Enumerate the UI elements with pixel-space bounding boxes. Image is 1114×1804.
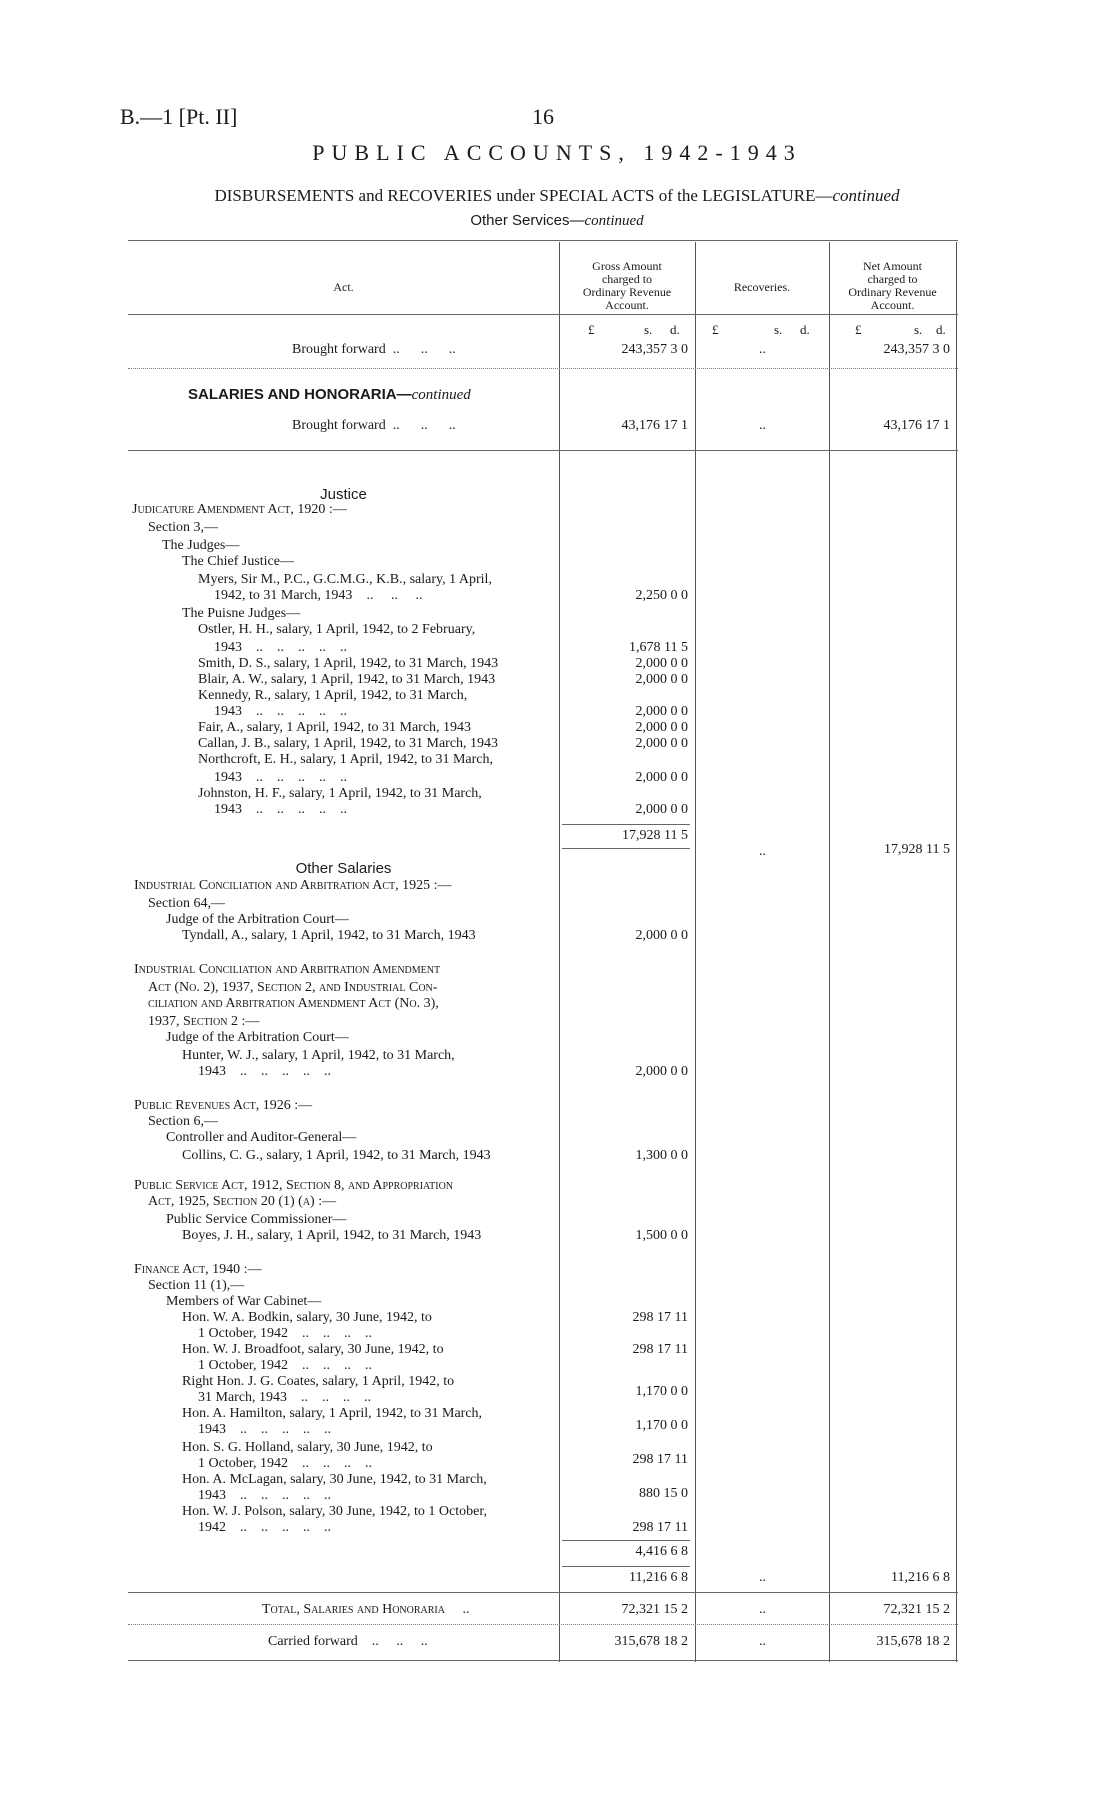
brought-forward-gross: 243,357 3 0	[621, 342, 688, 357]
currency-shilling: s.	[644, 322, 653, 337]
mclagan-year: 1943	[198, 1488, 226, 1503]
kennedy-line: Kennedy, R., salary, 1 April, 1942, to 31 March,	[198, 688, 468, 703]
war-cabinet-total: 4,416 6 8	[635, 1544, 688, 1559]
callan-amount: 2,000 0 0	[635, 736, 688, 751]
carried-forward-recoveries: ..	[759, 1634, 766, 1649]
puisne-label: The Puisne Judges—	[182, 606, 301, 621]
myers-amount: 2,250 0 0	[635, 588, 688, 603]
currency-shilling: s.	[914, 322, 923, 337]
smith-amount: 2,000 0 0	[635, 656, 688, 671]
hunter-line: Hunter, W. J., salary, 1 April, 1942, to 31 March,	[182, 1048, 455, 1063]
mclagan-amount: 880 15 0	[639, 1486, 688, 1501]
mclagan-line: Hon. A. McLagan, salary, 30 June, 1942, to 31 March,	[182, 1472, 487, 1487]
kennedy-line: 1943 .. .. .. .. ..	[214, 704, 347, 719]
psa-act: Act, 1925, Section 20 (1) (a) :—	[148, 1194, 337, 1209]
subtitle-continued: continued	[832, 186, 900, 205]
broadfoot-date: 1 October, 1942	[198, 1358, 289, 1373]
broadfoot-line: Hon. W. J. Broadfoot, salary, 30 June, 1942, to	[182, 1342, 444, 1357]
brought-forward-2-gross: 43,176 17 1	[621, 418, 688, 433]
holland-amount: 298 17 11	[632, 1452, 688, 1467]
kennedy-amount: 2,000 0 0	[635, 704, 688, 719]
currency-shilling: s.	[774, 322, 783, 337]
bodkin-amount: 298 17 11	[632, 1310, 688, 1325]
icaa-act: ciliation and Arbitration Amendment Act (No. 3),	[148, 996, 439, 1011]
page-subtitle	[0, 186, 1114, 206]
justice-subtotal: 17,928 11 5	[622, 828, 688, 843]
other-salaries-heading: Other Salaries	[295, 860, 392, 877]
tyndall-line: Tyndall, A., salary, 1 April, 1942, to 31 March, 1943	[182, 928, 476, 943]
judicature-act: Judicature Amendment Act, 1920 :—	[132, 502, 347, 517]
carried-forward-label: Carried forward .. .. ..	[268, 1634, 428, 1649]
polson-amount: 298 17 11	[632, 1520, 688, 1535]
bodkin-line: Hon. W. A. Bodkin, salary, 30 June, 1942, to	[182, 1310, 432, 1325]
total-salaries-text: Total, Salaries and Honoraria	[262, 1602, 445, 1617]
brought-forward-recoveries: ..	[759, 342, 766, 357]
holland-date: 1 October, 1942	[198, 1456, 289, 1471]
page-number: 16	[532, 104, 554, 129]
hunter-year: 1943	[198, 1064, 226, 1079]
boyes-line: Boyes, J. H., salary, 1 April, 1942, to 31 March, 1943	[182, 1228, 482, 1243]
finance-act: Finance Act, 1940 :—	[134, 1262, 262, 1277]
salaries-heading-continued: continued	[411, 387, 471, 403]
carried-forward-text: Carried forward	[268, 1634, 358, 1649]
section-break-rule	[128, 450, 958, 451]
polson-line: 1942 .. .. .. .. ..	[198, 1520, 331, 1535]
hamilton-amount: 1,170 0 0	[635, 1418, 688, 1433]
war-cabinet-sum-rule	[562, 1540, 690, 1541]
kennedy-year: 1943	[214, 704, 242, 719]
ostler-amount: 1,678 11 5	[629, 640, 688, 655]
brought-forward-2-label: Brought forward .. .. ..	[292, 418, 456, 433]
coates-date: 31 March, 1943	[198, 1390, 288, 1405]
polson-year: 1942	[198, 1520, 226, 1535]
holland-line: Hon. S. G. Holland, salary, 30 June, 1942, to	[182, 1440, 433, 1455]
col-head-net-line: Net Amount	[863, 259, 922, 273]
col-rule-3	[829, 242, 830, 1662]
blair-line: Blair, A. W., salary, 1 April, 1942, to 31 March, 1943	[198, 672, 496, 687]
johnston-line: 1943 .. .. .. .. ..	[214, 802, 347, 817]
collins-amount: 1,300 0 0	[635, 1148, 688, 1163]
judicature-section: Section 3,—	[148, 520, 218, 535]
carried-forward-net: 315,678 18 2	[876, 1634, 950, 1649]
finance-section: Section 11 (1),—	[148, 1278, 245, 1293]
total-salaries-recoveries: ..	[759, 1602, 766, 1617]
ica-section: Section 64,—	[148, 896, 225, 911]
ostler-line: 1943 .. .. .. .. ..	[214, 640, 347, 655]
col-head-act: Act.	[333, 280, 354, 294]
icaa-act: Industrial Conciliation and Arbitration Amendment	[134, 962, 441, 977]
northcroft-year: 1943	[214, 770, 242, 785]
section-title	[0, 212, 1114, 230]
col-head-gross-line: Gross Amount	[592, 259, 662, 273]
col-head-net-line: Ordinary Revenue	[848, 285, 937, 299]
judges-label: The Judges—	[162, 538, 240, 553]
header-bottom-rule	[128, 314, 958, 315]
pra-act: Public Revenues Act, 1926 :—	[134, 1098, 313, 1113]
hamilton-year: 1943	[198, 1422, 226, 1437]
ica-judge-label: Judge of the Arbitration Court—	[166, 912, 349, 927]
coates-line: 31 March, 1943 .. .. .. ..	[198, 1390, 372, 1405]
other-salaries-subtotal: 11,216 6 8	[629, 1570, 688, 1585]
col-head-net-line: charged to	[867, 272, 918, 286]
johnston-year: 1943	[214, 802, 242, 817]
currency-pence: d.	[670, 322, 680, 337]
col-rule-2	[695, 242, 696, 1662]
broadfoot-amount: 298 17 11	[632, 1342, 688, 1357]
subtitle-main: DISBURSEMENTS and RECOVERIES under SPECIAL ACTS of the LEGISLATURE—	[214, 186, 833, 205]
col-head-gross-line: Ordinary Revenue	[582, 285, 672, 299]
northcroft-line: 1943 .. .. .. .. ..	[214, 770, 347, 785]
other-salaries-recoveries: ..	[759, 1570, 766, 1585]
currency-pence: d.	[936, 322, 946, 337]
coates-amount: 1,170 0 0	[635, 1384, 688, 1399]
johnston-line: Johnston, H. F., salary, 1 April, 1942, to 31 March,	[198, 786, 482, 801]
total-top-rule	[128, 1592, 958, 1593]
brought-forward-2-recoveries: ..	[759, 418, 766, 433]
holland-line: 1 October, 1942 .. .. .. ..	[198, 1456, 373, 1471]
carried-forward-rule	[128, 1624, 958, 1625]
pra-controller-label: Controller and Auditor-General—	[166, 1130, 357, 1145]
section-continued: continued	[584, 213, 644, 229]
carried-forward-gross: 315,678 18 2	[614, 1634, 688, 1649]
brought-forward-2-text: Brought forward	[292, 418, 386, 433]
brought-forward-net: 243,357 3 0	[883, 342, 950, 357]
ica-act: Industrial Conciliation and Arbitration Act, 1925 :—	[134, 878, 452, 893]
fair-line: Fair, A., salary, 1 April, 1942, to 31 March, 1943	[198, 720, 472, 735]
total-salaries-net: 72,321 15 2	[883, 1602, 950, 1617]
mclagan-line: 1943 .. .. .. .. ..	[198, 1488, 331, 1503]
salaries-heading	[188, 386, 471, 404]
part-label: B.—1 [Pt. II]	[120, 104, 238, 129]
northcroft-amount: 2,000 0 0	[635, 770, 688, 785]
total-salaries-gross: 72,321 15 2	[621, 1602, 688, 1617]
fair-amount: 2,000 0 0	[635, 720, 688, 735]
col-rule-4	[956, 242, 957, 1662]
hamilton-line: Hon. A. Hamilton, salary, 1 April, 1942, to 31 March,	[182, 1406, 483, 1421]
col-head-gross-line: Account.	[605, 298, 649, 312]
myers-line: Myers, Sir M., P.C., G.C.M.G., K.B., salary, 1 April,	[198, 572, 492, 587]
col-head-net-line: Account.	[870, 298, 915, 312]
justice-subtotal-rule	[562, 848, 690, 849]
psa-commissioner-label: Public Service Commissioner—	[166, 1212, 347, 1227]
smith-line: Smith, D. S., salary, 1 April, 1942, to 31 March, 1943	[198, 656, 499, 671]
col-rule-1	[559, 242, 560, 1662]
collins-line: Collins, C. G., salary, 1 April, 1942, to 31 March, 1943	[182, 1148, 491, 1163]
tyndall-amount: 2,000 0 0	[635, 928, 688, 943]
col-head-net	[829, 260, 956, 312]
currency-pound: £	[712, 322, 719, 337]
justice-sum-rule	[562, 824, 690, 825]
blair-amount: 2,000 0 0	[635, 672, 688, 687]
boyes-amount: 1,500 0 0	[635, 1228, 688, 1243]
hunter-amount: 2,000 0 0	[635, 1064, 688, 1079]
brought-forward-label: Brought forward .. .. ..	[292, 342, 456, 357]
ostler-year: 1943	[214, 640, 242, 655]
northcroft-line: Northcroft, E. H., salary, 1 April, 1942, to 31 March,	[198, 752, 493, 767]
bodkin-line: 1 October, 1942 .. .. .. ..	[198, 1326, 373, 1341]
justice-recoveries: ..	[759, 844, 766, 859]
currency-pound: £	[855, 322, 862, 337]
page-title: PUBLIC ACCOUNTS, 1942-1943	[312, 140, 802, 165]
war-cabinet-label: Members of War Cabinet—	[166, 1294, 322, 1309]
bodkin-date: 1 October, 1942	[198, 1326, 289, 1341]
table-top-rule	[128, 240, 958, 241]
other-sum-rule	[562, 1566, 690, 1567]
section-main: Other Services—	[470, 212, 585, 229]
pra-section: Section 6,—	[148, 1114, 218, 1129]
chief-justice-label: The Chief Justice—	[182, 554, 294, 569]
justice-heading: Justice	[320, 486, 367, 503]
myers-line: 1942, to 31 March, 1943 .. .. ..	[214, 588, 423, 603]
icaa-judge-label: Judge of the Arbitration Court—	[166, 1030, 349, 1045]
total-salaries-label: Total, Salaries and Honoraria ..	[262, 1602, 470, 1617]
icaa-act: Act (No. 2), 1937, Section 2, and Industrial Con-	[148, 980, 438, 995]
coates-line: Right Hon. J. G. Coates, salary, 1 April, 1942, to	[182, 1374, 455, 1389]
hunter-line: 1943 .. .. .. .. ..	[198, 1064, 331, 1079]
psa-act: Public Service Act, 1912, Section 8, and Appropriation	[134, 1178, 454, 1193]
ostler-line: Ostler, H. H., salary, 1 April, 1942, to 2 February,	[198, 622, 476, 637]
myers-dates: 1942, to 31 March, 1943	[214, 588, 353, 603]
brought-forward-text: Brought forward	[292, 342, 386, 357]
col-head-gross-line: charged to	[601, 272, 653, 286]
other-salaries-net-total: 11,216 6 8	[891, 1570, 950, 1585]
salaries-heading-main: SALARIES AND HONORARIA—	[188, 386, 412, 403]
table-bottom-rule	[128, 1660, 958, 1661]
johnston-amount: 2,000 0 0	[635, 802, 688, 817]
brought-forward-2-net: 43,176 17 1	[883, 418, 950, 433]
broadfoot-line: 1 October, 1942 .. .. .. ..	[198, 1358, 373, 1373]
col-head-gross	[559, 260, 695, 312]
hamilton-line: 1943 .. .. .. .. ..	[198, 1422, 331, 1437]
col-head-recoveries: Recoveries.	[733, 280, 791, 294]
justice-net-total: 17,928 11 5	[884, 842, 950, 857]
bf1-rule	[128, 368, 958, 369]
currency-pound: £	[588, 322, 595, 337]
currency-pence: d.	[800, 322, 810, 337]
polson-line: Hon. W. J. Polson, salary, 30 June, 1942, to 1 October,	[182, 1504, 487, 1519]
icaa-act: 1937, Section 2 :—	[148, 1014, 260, 1029]
callan-line: Callan, J. B., salary, 1 April, 1942, to 31 March, 1943	[198, 736, 499, 751]
